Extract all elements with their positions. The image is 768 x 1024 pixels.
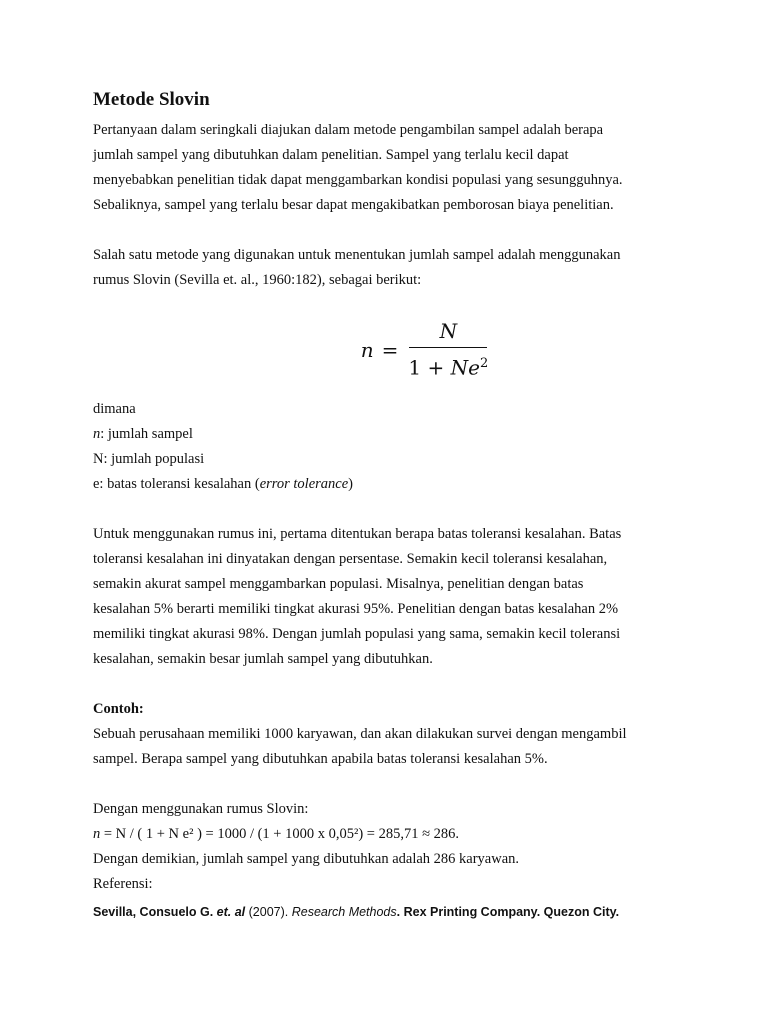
slovin-formula [93, 315, 678, 385]
explanation-line: memiliki tingkat akurasi 98%. Dengan jumlah populasi yang sama, semakin kecil toleransi [93, 626, 621, 642]
example-heading: Contoh: [93, 701, 144, 717]
calculation-intro: Dengan menggunakan rumus Slovin: [93, 801, 309, 817]
example-line: sampel. Berapa sampel yang dibutuhkan apabila batas toleransi kesalahan 5%. [93, 751, 548, 767]
formula-numerator: N [439, 318, 458, 343]
reference-entry [93, 901, 678, 923]
definition-e-prefix: e: batas toleransi kesalahan ( [93, 476, 260, 492]
intro-line: Sebaliknya, sampel yang terlalu besar dapat mengakibatkan pemborosan biaya penelitian. [93, 197, 614, 213]
intro-line: jumlah sampel yang dibutuhkan dalam penelitian. Sampel yang terlalu kecil dapat [93, 147, 569, 163]
explanation-line: kesalahan 5% berarti memiliki tingkat akurasi 95%. Penelitian dengan batas kesalahan 2% [93, 601, 619, 617]
denominator-prefix: 1 + [408, 356, 451, 381]
definition-e [93, 472, 678, 497]
intro-paragraph [93, 118, 678, 218]
reference-book: Research Methods [291, 905, 397, 919]
explanation-line: kesalahan, semakin besar jumlah sampel yang dibutuhkan. [93, 651, 433, 667]
formula-lhs: n [360, 337, 374, 362]
spacer [93, 772, 678, 797]
reference-year: (2007). [245, 905, 292, 919]
reference-label: Referensi: [93, 876, 153, 892]
definition-e-suffix: ) [348, 476, 353, 492]
calculation-formula: = N / ( 1 + N e² ) = 1000 / (1 + 1000 x 0,05²) = 285,71 ≈ 286. [100, 826, 460, 842]
explanation-line: Untuk menggunakan rumus ini, pertama ditentukan berapa batas toleransi kesalahan. Batas [93, 526, 622, 542]
definition-n [93, 422, 678, 447]
example-block [93, 697, 678, 772]
spacer [93, 497, 678, 522]
page-title: Metode Slovin [93, 89, 210, 110]
explanation-paragraph [93, 522, 678, 672]
intro-line: Pertanyaan dalam seringkali diajukan dalam metode pengambilan sampel adalah berapa [93, 122, 604, 138]
method-line: Salah satu metode yang digunakan untuk menentukan jumlah sampel adalah menggunakan [93, 247, 621, 263]
example-line: Sebuah perusahaan memiliki 1000 karyawan, dan akan dilakukan survei dengan mengambil [93, 726, 627, 742]
method-line: rumus Slovin (Sevilla et. al., 1960:182), sebagai berikut: [93, 272, 422, 288]
formula-equals: = [381, 337, 399, 362]
reference-etal: et. al [216, 905, 246, 919]
formula-expression [361, 319, 488, 381]
intro-line: menyebabkan penelitian tidak dapat menggambarkan kondisi populasi yang sesungguhnya. [93, 172, 623, 188]
definition-N: N: jumlah populasi [93, 451, 205, 467]
formula-denominator [408, 348, 488, 381]
calculation-var: n [93, 826, 101, 842]
explanation-line: semakin akurat sampel menggambarkan populasi. Misalnya, penelitian dengan batas [93, 576, 584, 592]
definitions-block [93, 397, 678, 497]
reference-author: Sevilla, Consuelo G. [93, 905, 217, 919]
definition-e-italic: error tolerance [259, 476, 349, 492]
definition-n-var: n [93, 426, 101, 442]
spacer [93, 672, 678, 697]
formula-fraction [408, 319, 488, 381]
document-body [93, 88, 678, 923]
spacer [93, 218, 678, 243]
definitions-heading: dimana [93, 401, 136, 417]
calculation-block [93, 797, 678, 897]
denominator-variable: Ne [450, 356, 480, 381]
explanation-line: toleransi kesalahan ini dinyatakan dengan persentase. Semakin kecil toleransi kesalahan, [93, 551, 608, 567]
calculation-conclusion: Dengan demikian, jumlah sampel yang dibutuhkan adalah 286 karyawan. [93, 851, 520, 867]
definition-n-text: : jumlah sampel [100, 426, 193, 442]
calculation-expression [93, 822, 678, 847]
denominator-exponent: 2 [479, 356, 489, 372]
reference-publisher: . Rex Printing Company. Quezon City. [396, 905, 620, 919]
method-paragraph [93, 243, 678, 293]
